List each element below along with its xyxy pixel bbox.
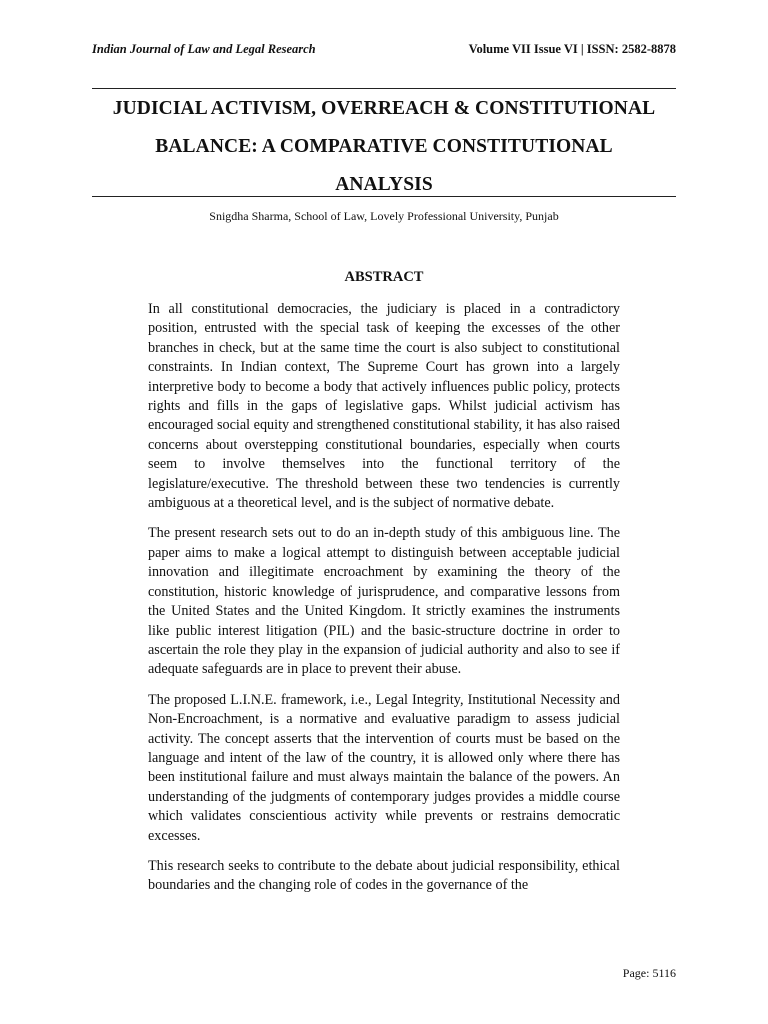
volume-issn: Volume VII Issue VI | ISSN: 2582-8878 xyxy=(468,42,676,56)
abstract-body xyxy=(148,300,620,907)
page-number: Page: 5116 xyxy=(622,966,676,980)
abstract-paragraph: The present research sets out to do an in-depth study of this ambiguous line. The paper aims to make a logical attempt to distinguish between acceptable judicial innovation and illegitimate encroachment by examining the theory of the constitution, historic knowledge of jurisprudence, and comparative lessons from the United States and the United Kingdom. It strictly examines the instruments like public interest litigation (PIL) and the basic-structure doctrine in order to ascertain the role they play in the expansion of judicial authority and also to see if adequate safeguards are in place to prevent their abuse. xyxy=(148,525,620,678)
title-top-rule xyxy=(92,88,676,89)
abstract-paragraph: In all constitutional democracies, the judiciary is placed in a contradictory position, entrusted with the special task of keeping the excesses of the other branches in check, but at the same time the court is also subject to constitutional constraints. In Indian context, The Supreme Court has grown into a largely interpretive body to become a body that actively influences public policy, protects rights and fills in the gaps of legislative gaps. Whilst judicial activism has encouraged social equity and strengthened constitutional stability, it has also raised concerns about overstepping constitutional boundaries, especially when courts seem to involve themselves into the functional territory of the legislature/executive. The threshold between these two tendencies is currently ambiguous at a theoretical level, and is the subject of normative debate. xyxy=(148,301,620,512)
title-line: JUDICIAL ACTIVISM, OVERREACH & CONSTITUTIONAL xyxy=(112,98,656,119)
journal-name: Indian Journal of Law and Legal Research xyxy=(92,42,316,56)
title-bottom-rule xyxy=(92,196,676,197)
author-affiliation: Snigdha Sharma, School of Law, Lovely Professional University, Punjab xyxy=(209,209,559,223)
abstract-paragraph: The proposed L.I.N.E. framework, i.e., Legal Integrity, Institutional Necessity and Non-Encroachment, is a normative and evaluative paradigm to assess judicial activity. The concept asserts that the intervention of courts must be based on the language and intent of the law of the country, it is allowed only where there has been institutional failure and must always maintain the balance of the powers. An understanding of the judgments of contemporary judges provides a middle course which validates conscientious activity while prevents or restrains democratic excesses. xyxy=(148,691,620,844)
title-line: ANALYSIS xyxy=(335,174,433,195)
title-line: BALANCE: A COMPARATIVE CONSTITUTIONAL xyxy=(155,136,613,157)
abstract-heading: ABSTRACT xyxy=(344,269,424,285)
running-header xyxy=(92,42,676,57)
paper-title xyxy=(92,90,676,204)
abstract-paragraph: This research seeks to contribute to the debate about judicial responsibility, ethical boundaries and the changing role of codes in the governance of the xyxy=(148,857,620,894)
